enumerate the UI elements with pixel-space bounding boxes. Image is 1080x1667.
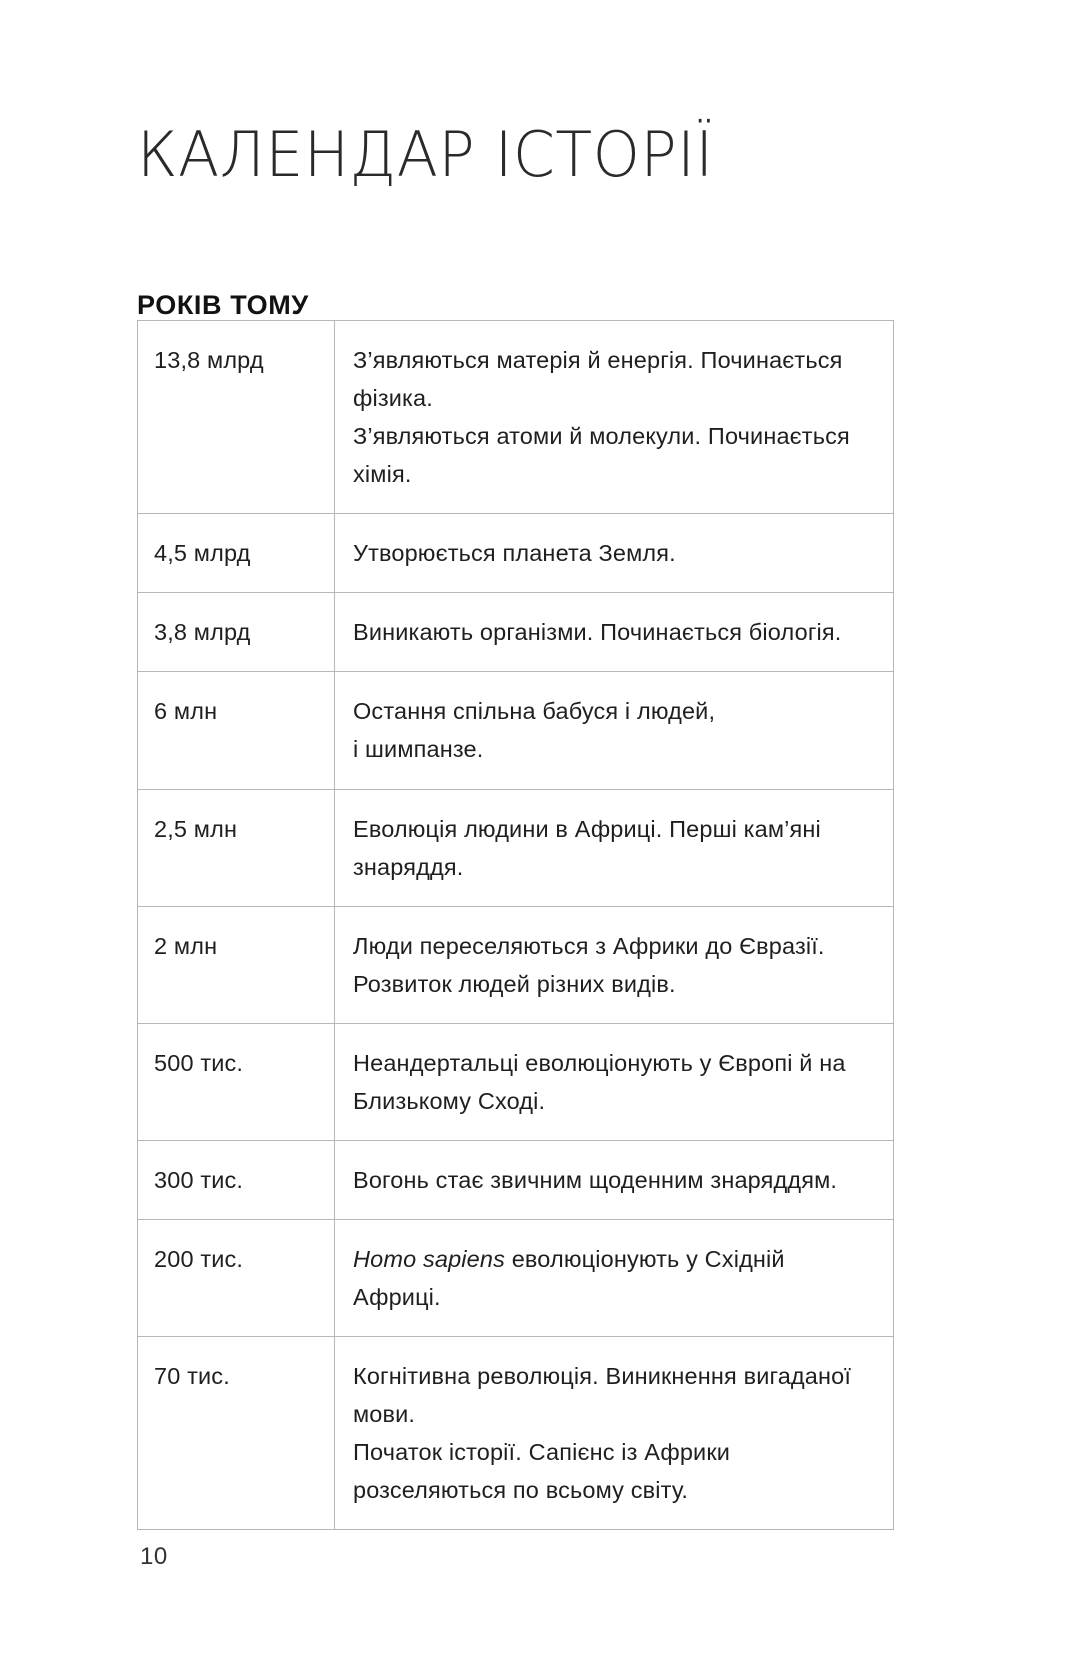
row-event-line: Еволюція людини в Африці. Перші кам’яні — [353, 815, 821, 842]
row-event-line: Неандертальці еволюціонують у Європі й на — [353, 1049, 846, 1076]
table-row — [138, 1219, 894, 1336]
row-event-line: Близькому Сході. — [353, 1087, 546, 1114]
row-event-line: З’являються атоми й молекули. Починається — [353, 423, 850, 450]
row-event-line: Вогонь стає звичним щоденним знаряддям. — [353, 1166, 838, 1193]
table-row — [138, 1023, 894, 1140]
row-timeframe: 6 млн — [138, 672, 335, 789]
table-row — [138, 1140, 894, 1219]
row-timeframe: 200 тис. — [138, 1219, 335, 1336]
row-event-line: Когнітивна революція. Виникнення вигаданої — [353, 1363, 852, 1390]
row-timeframe: 2 млн — [138, 906, 335, 1023]
row-timeframe: 300 тис. — [138, 1140, 335, 1219]
row-event-line: Розвиток людей різних видів. — [353, 970, 676, 997]
row-event-line: Виникають організми. Починається біологія. — [353, 619, 842, 646]
row-timeframe: 13,8 млрд — [138, 321, 335, 514]
row-timeframe: 2,5 млн — [138, 789, 335, 906]
row-event-line: Початок історії. Сапієнс із Африки — [353, 1439, 731, 1466]
row-event-line: мови. — [353, 1401, 416, 1428]
row-event-description — [335, 1023, 894, 1140]
section-heading-years-ago: РОКІВ ТОМУ — [137, 290, 309, 321]
table-row — [138, 514, 894, 593]
row-event-line: З’являються матерія й енергія. Починається — [353, 347, 843, 373]
row-timeframe: 3,8 млрд — [138, 593, 335, 672]
row-event-line: Homo sapiens еволюціонують у Східній — [353, 1245, 785, 1272]
row-event-description — [335, 1219, 894, 1336]
table-row — [138, 593, 894, 672]
table-row — [138, 1337, 894, 1530]
timeline-table-body — [138, 321, 894, 1530]
row-event-description — [335, 789, 894, 906]
row-event-description — [335, 672, 894, 789]
page-title: КАЛЕНДАР ІСТОРІЇ — [137, 117, 714, 191]
row-event-line: хімія. — [353, 461, 412, 488]
row-timeframe: 500 тис. — [138, 1023, 335, 1140]
row-event-line: і шимпанзе. — [353, 736, 484, 763]
timeline-table — [137, 320, 894, 1530]
row-event-line: Остання спільна бабуся і людей, — [353, 698, 716, 725]
row-event-description — [335, 593, 894, 672]
page-number: 10 — [140, 1543, 168, 1570]
row-event-description — [335, 321, 894, 514]
row-event-line: розселяються по всьому світу. — [353, 1477, 689, 1504]
table-row — [138, 321, 894, 514]
row-event-line: Люди переселяються з Африки до Євразії. — [353, 932, 825, 959]
row-event-line: знаряддя. — [353, 853, 464, 880]
row-timeframe: 70 тис. — [138, 1337, 335, 1530]
row-event-description — [335, 1140, 894, 1219]
row-event-line: фізика. — [353, 385, 433, 412]
table-row — [138, 906, 894, 1023]
row-event-description — [335, 1337, 894, 1530]
row-event-line: Африці. — [353, 1284, 441, 1310]
row-timeframe: 4,5 млрд — [138, 514, 335, 593]
row-event-line: Утворюється планета Земля. — [353, 540, 676, 567]
table-row — [138, 789, 894, 906]
row-event-description — [335, 906, 894, 1023]
table-row — [138, 672, 894, 789]
row-event-description — [335, 514, 894, 593]
